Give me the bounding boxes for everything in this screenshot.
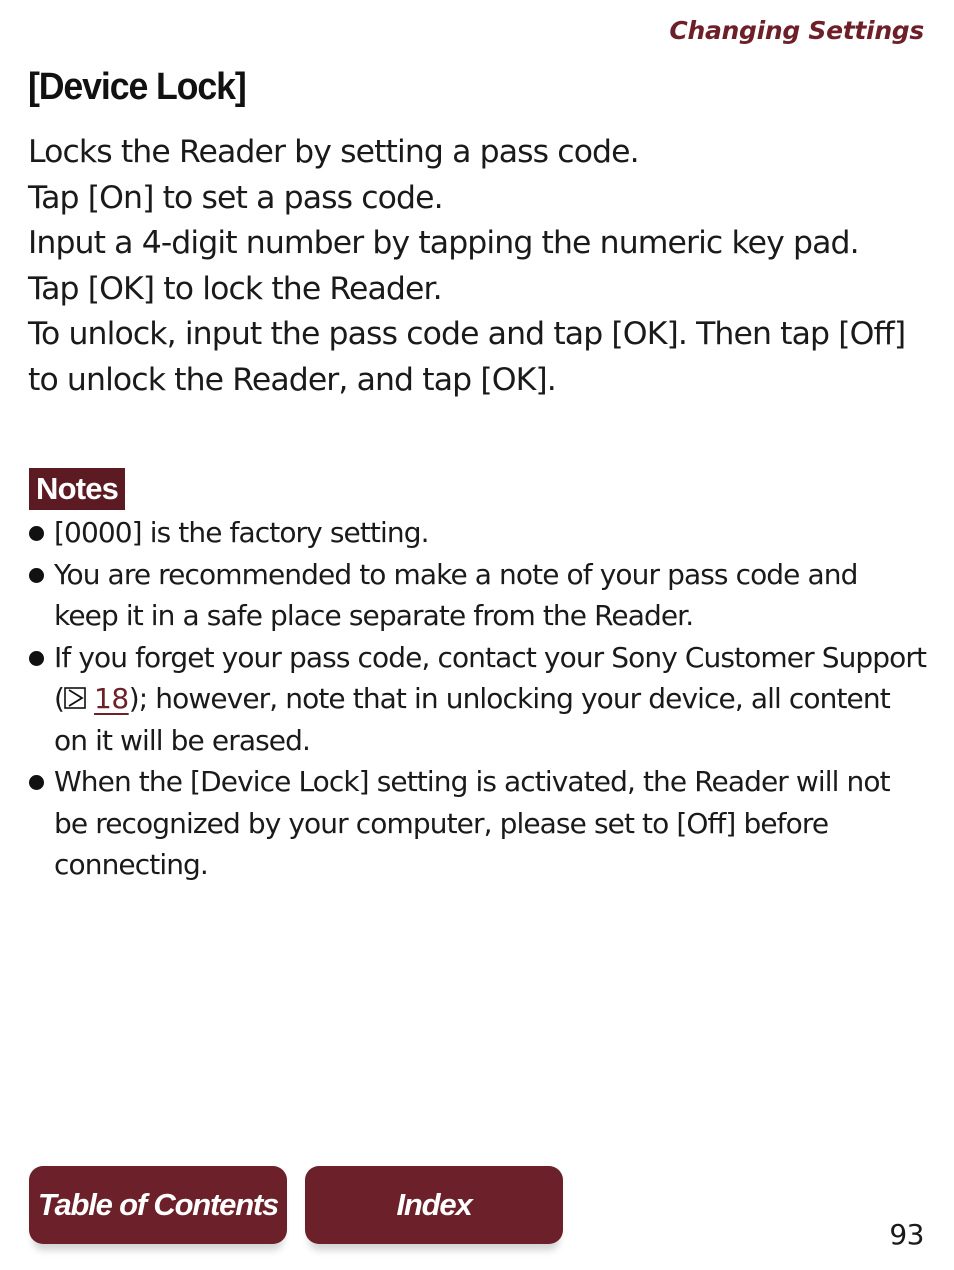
table-of-contents-button[interactable]: Table of Contents	[29, 1166, 287, 1244]
notes-list	[28, 512, 928, 886]
body-paragraph-4: Tap [OK] to lock the Reader.	[28, 270, 442, 307]
page-number: 93	[889, 1218, 924, 1251]
note-text: [0000] is the factory setting.	[54, 516, 429, 549]
page-title: [Device Lock]	[28, 66, 246, 108]
bullet-icon	[29, 775, 44, 790]
note-text-after-link: ); however, note that in unlocking your device, all content on it will be erased.	[54, 682, 890, 757]
bullet-icon	[29, 568, 44, 583]
page-link-18[interactable]: 18	[94, 682, 129, 715]
body-paragraph-5: To unlock, input the pass code and tap [OK]. Then tap [Off] to unlock the Reader, and tap [OK].	[28, 316, 906, 398]
note-item	[28, 761, 928, 886]
page-reference-arrow-icon	[64, 687, 86, 709]
section-header: Changing Settings	[669, 16, 924, 45]
note-item	[28, 512, 928, 554]
bullet-icon	[29, 651, 44, 666]
bullet-icon	[29, 526, 44, 541]
body-text	[28, 130, 928, 403]
note-text-before-link: If you forget your pass code, contact your Sony Customer Support (	[54, 640, 927, 715]
note-item	[28, 554, 928, 637]
note-text: You are recommended to make a note of your pass code and keep it in a safe place separate from the Reader.	[54, 557, 858, 632]
notes-label: Notes	[29, 468, 125, 510]
note-text: When the [Device Lock] setting is activated, the Reader will not be recognized by your computer, please set to [Off] before connecting.	[54, 765, 890, 881]
body-paragraph-1: Locks the Reader by setting a pass code.	[28, 134, 639, 170]
index-button[interactable]: Index	[305, 1166, 563, 1244]
note-item	[28, 637, 928, 762]
body-paragraph-2: Tap [On] to set a pass code.	[28, 179, 443, 216]
body-paragraph-3: Input a 4-digit number by tapping the numeric key pad.	[28, 225, 859, 261]
